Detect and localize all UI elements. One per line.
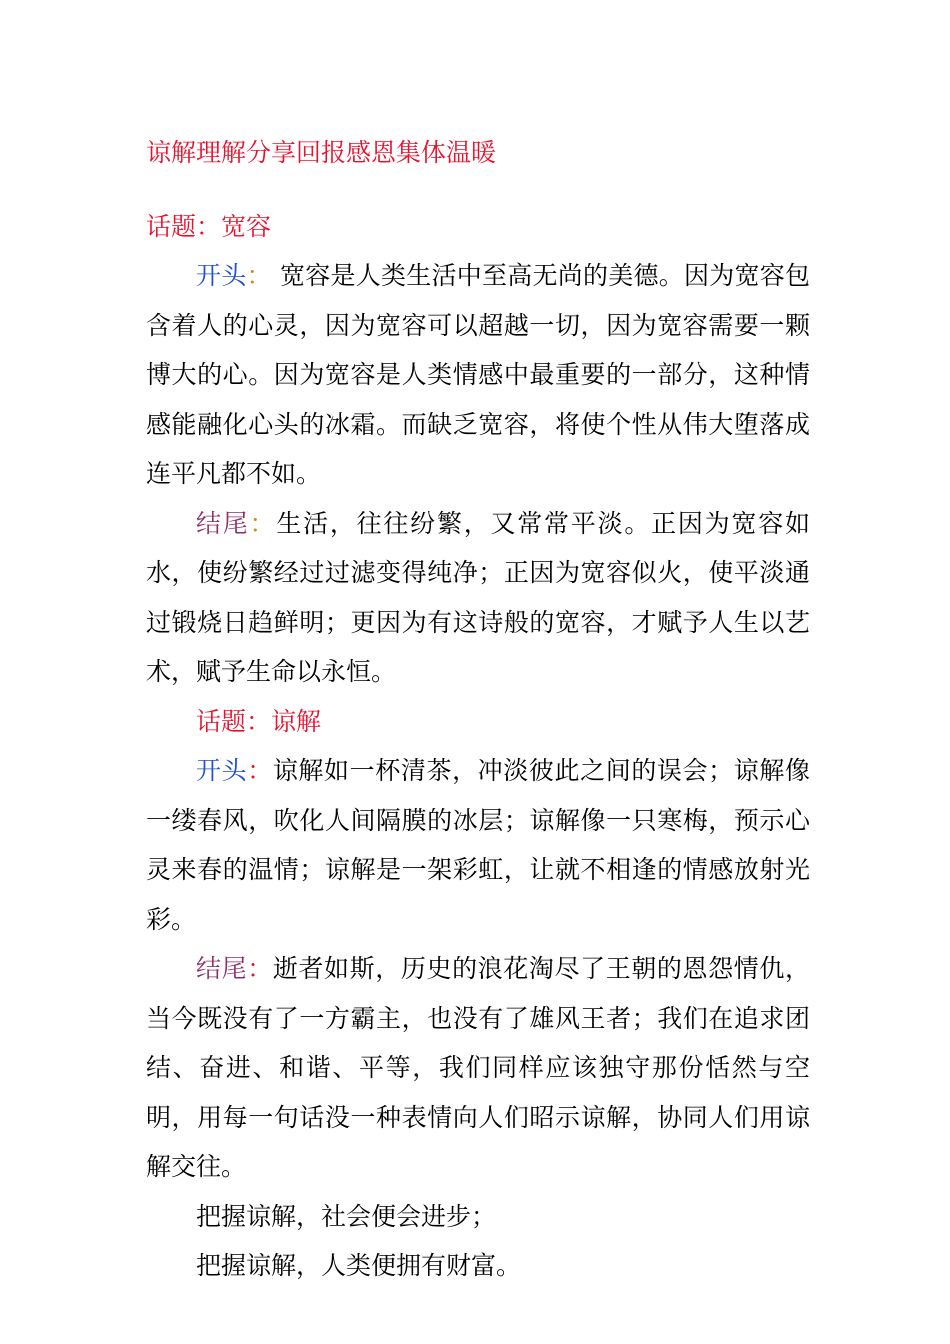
- title-spacer: [146, 178, 810, 202]
- closing-line-1: 把握谅解，社会便会进步；: [196, 1201, 497, 1231]
- opening-paragraph-understanding: [146, 746, 810, 944]
- opening-paragraph-tolerance: [146, 251, 810, 499]
- ending-label: 结尾: [196, 954, 248, 983]
- label-colon: ：: [249, 508, 277, 538]
- ending-paragraph-tolerance: [146, 499, 810, 697]
- label-colon: ：: [247, 954, 273, 983]
- topic-heading-understanding: 话题：谅解: [196, 706, 322, 736]
- opening-label: 开头: [196, 756, 248, 785]
- label-colon: ：: [247, 756, 273, 785]
- paragraph-text: 宽容是人类生活中至高无尚的美德。因为宽容包含着人的心灵，因为宽容可以超越一切，因为宽容需要一颗博大的心。因为宽容是人类情感中最重要的一部分，这种情感能融化心头的冰霜。而缺乏宽容，将使个性从伟大堕落成连平凡都不如。: [146, 261, 810, 488]
- document-title: 谅解理解分享回报感恩集体温暖: [146, 138, 497, 167]
- paragraph-text: 逝者如斯，历史的浪花淘尽了王朝的恩怨情仇，当今既没有了一方霸主，也没有了雄风王者；我们在追求团结、奋进、和谐、平等，我们同样应该独守那份恬然与空明，用每一句话没一种表情向人们昭示谅解，协同人们用谅解交往。: [146, 954, 810, 1181]
- ending-paragraph-understanding: [146, 944, 810, 1192]
- label-colon: ：: [246, 261, 272, 290]
- document-body: [146, 128, 810, 1291]
- paragraph-text: 谅解如一杯清茶，冲淡彼此之间的误会；谅解像一缕春风，吹化人间隔膜的冰层；谅解像一只寒梅，预示心灵来春的温情；谅解是一架彩虹，让就不相逢的情感放射光彩。: [146, 756, 810, 934]
- topic-heading-tolerance: 话题：宽容: [146, 211, 272, 241]
- ending-label: 结尾: [196, 508, 250, 538]
- closing-line-2: 把握谅解，人类便拥有财富。: [196, 1251, 522, 1280]
- opening-label: 开头: [196, 261, 247, 290]
- paragraph-text: 生活，往往纷繁，又常常平淡。正因为宽容如水，使纷繁经过过滤变得纯净；正因为宽容似火，使平淡通过锻烧日趋鲜明；更因为有这诗般的宽容，才赋予人生以艺术，赋予生命以永恒。: [146, 508, 810, 686]
